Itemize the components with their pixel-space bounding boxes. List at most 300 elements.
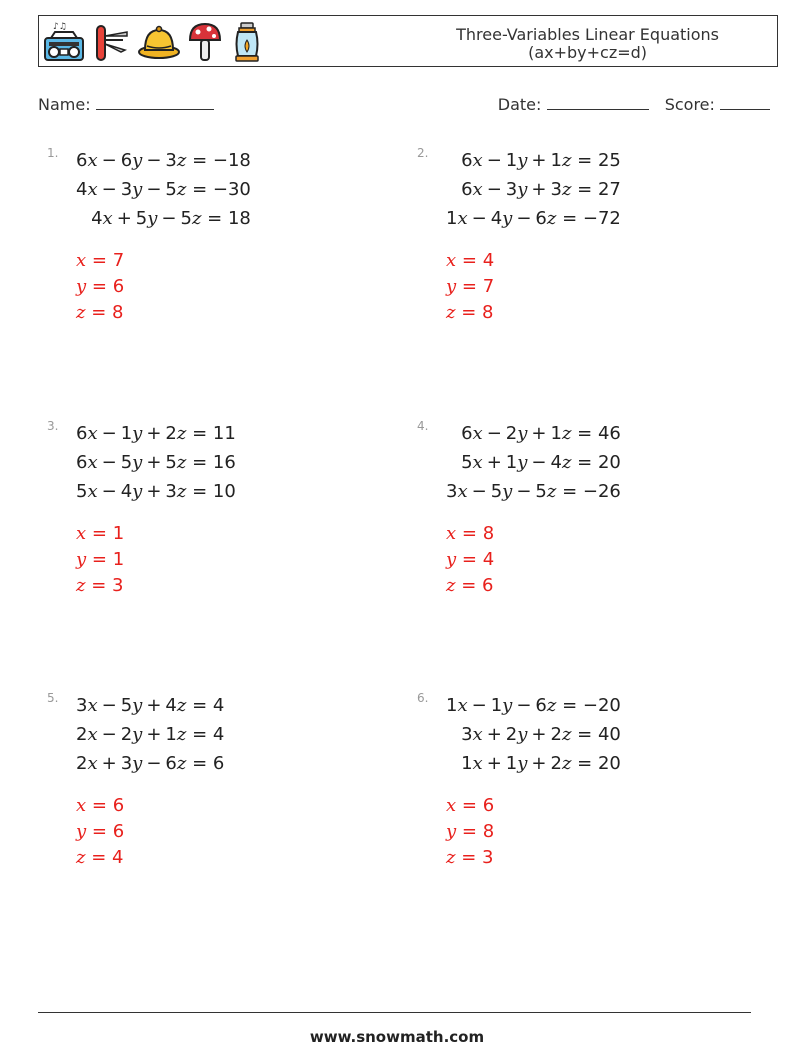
problem-number: 4. bbox=[417, 419, 429, 433]
equation-line bbox=[76, 204, 251, 233]
coefficient: 2 bbox=[505, 423, 518, 444]
equals-sign: = bbox=[186, 150, 213, 171]
problem-3 bbox=[47, 419, 387, 639]
answer-x bbox=[446, 248, 494, 274]
answer-value: 1 bbox=[112, 549, 125, 570]
coefficient: 2 bbox=[120, 724, 133, 745]
equation-line bbox=[446, 720, 621, 749]
right-hand-side: 16 bbox=[212, 452, 236, 473]
equals-sign: = bbox=[571, 179, 598, 200]
variable-y: y bbox=[132, 179, 143, 200]
operator: − bbox=[471, 695, 487, 716]
variable-y: y bbox=[446, 276, 457, 297]
equals-sign: = bbox=[186, 423, 213, 444]
variable-z: z bbox=[176, 724, 187, 745]
coefficient: 2 bbox=[550, 724, 562, 745]
answer-value: 3 bbox=[482, 847, 494, 868]
pocket-knife-icon bbox=[91, 20, 131, 64]
right-hand-side: −72 bbox=[582, 208, 621, 229]
equals-sign: = bbox=[556, 481, 583, 502]
right-hand-side: 4 bbox=[212, 695, 225, 716]
variable-y: y bbox=[517, 724, 528, 745]
equals-sign: = bbox=[571, 452, 598, 473]
answer-key bbox=[76, 248, 124, 326]
equation-line bbox=[446, 204, 621, 233]
right-hand-side: −30 bbox=[212, 179, 251, 200]
equals-sign: = bbox=[186, 481, 213, 502]
variable-z: z bbox=[176, 695, 187, 716]
equation-system bbox=[446, 146, 621, 233]
answer-x bbox=[446, 521, 494, 547]
right-hand-side: 18 bbox=[227, 208, 251, 229]
operator: + bbox=[101, 753, 117, 774]
equals-sign: = bbox=[186, 724, 213, 745]
equation-system bbox=[446, 419, 621, 506]
name-field bbox=[38, 93, 214, 114]
operator: + bbox=[116, 208, 132, 229]
answer-x bbox=[446, 793, 494, 819]
equals-sign: = bbox=[571, 724, 598, 745]
coefficient: 1 bbox=[461, 753, 473, 774]
variable-x: x bbox=[457, 695, 468, 716]
variable-x: x bbox=[87, 452, 98, 473]
equals-sign: = bbox=[201, 208, 228, 229]
variable-x: x bbox=[472, 724, 483, 745]
answer-z bbox=[446, 845, 494, 871]
worksheet-title: Three-Variables Linear Equations bbox=[456, 25, 719, 44]
equation-line bbox=[446, 477, 621, 506]
equation-line bbox=[76, 146, 251, 175]
coefficient: 6 bbox=[461, 150, 473, 171]
equation-line bbox=[76, 720, 224, 749]
variable-x: x bbox=[102, 208, 113, 229]
variable-z: z bbox=[191, 208, 202, 229]
operator: − bbox=[101, 481, 117, 502]
equals-sign: = bbox=[86, 795, 113, 816]
variable-y: y bbox=[517, 452, 528, 473]
right-hand-side: 27 bbox=[597, 179, 621, 200]
equation-line bbox=[446, 175, 621, 204]
equation-line bbox=[446, 146, 621, 175]
operator: − bbox=[531, 452, 547, 473]
coefficient: 4 bbox=[490, 208, 503, 229]
coefficient: 4 bbox=[120, 481, 133, 502]
variable-z: z bbox=[446, 847, 456, 868]
coefficient: 5 bbox=[76, 481, 88, 502]
problem-number: 5. bbox=[47, 691, 59, 705]
coefficient: 6 bbox=[120, 150, 133, 171]
right-hand-side: 20 bbox=[597, 452, 621, 473]
coefficient: 6 bbox=[535, 208, 547, 229]
footer-url: www.snowmath.com bbox=[309, 1028, 485, 1046]
operator: − bbox=[146, 150, 162, 171]
variable-z: z bbox=[561, 724, 572, 745]
equation-line bbox=[76, 448, 236, 477]
right-hand-side: 10 bbox=[212, 481, 236, 502]
operator: + bbox=[486, 753, 502, 774]
date-blank[interactable] bbox=[547, 93, 649, 110]
variable-z: z bbox=[561, 452, 572, 473]
variable-z: z bbox=[76, 847, 86, 868]
coefficient: 2 bbox=[505, 724, 518, 745]
coefficient: 1 bbox=[505, 753, 518, 774]
answer-key bbox=[76, 521, 124, 599]
answer-value: 6 bbox=[112, 276, 125, 297]
coefficient: 3 bbox=[550, 179, 562, 200]
coefficient: 1 bbox=[490, 695, 503, 716]
variable-y: y bbox=[517, 179, 528, 200]
coefficient: 5 bbox=[135, 208, 148, 229]
operator: + bbox=[146, 423, 162, 444]
right-hand-side: 4 bbox=[212, 724, 225, 745]
answer-value: 8 bbox=[112, 302, 124, 323]
equals-sign: = bbox=[85, 575, 113, 596]
coefficient: 2 bbox=[76, 724, 88, 745]
equation-line bbox=[76, 419, 236, 448]
answer-z bbox=[446, 573, 494, 599]
problem-1 bbox=[47, 146, 387, 366]
answer-value: 7 bbox=[482, 276, 495, 297]
operator: − bbox=[161, 208, 177, 229]
variable-x: x bbox=[87, 150, 98, 171]
coefficient: 6 bbox=[76, 423, 88, 444]
answer-z bbox=[446, 300, 494, 326]
variable-x: x bbox=[446, 250, 457, 271]
name-blank[interactable] bbox=[96, 93, 214, 110]
answer-key bbox=[446, 793, 494, 871]
equation-line bbox=[446, 419, 621, 448]
coefficient: 6 bbox=[535, 695, 547, 716]
coefficient: 3 bbox=[120, 753, 133, 774]
variable-y: y bbox=[502, 481, 513, 502]
answer-x bbox=[76, 793, 124, 819]
coefficient: 1 bbox=[446, 695, 458, 716]
equals-sign: = bbox=[86, 549, 113, 570]
problem-number: 2. bbox=[417, 146, 429, 160]
coefficient: 3 bbox=[120, 179, 133, 200]
coefficient: 5 bbox=[461, 452, 473, 473]
answer-value: 1 bbox=[112, 523, 125, 544]
operator: + bbox=[531, 150, 547, 171]
right-hand-side: 25 bbox=[597, 150, 621, 171]
problem-number: 1. bbox=[47, 146, 59, 160]
equals-sign: = bbox=[571, 753, 598, 774]
variable-z: z bbox=[76, 302, 86, 323]
operator: − bbox=[101, 452, 117, 473]
equals-sign: = bbox=[186, 179, 213, 200]
operator: − bbox=[101, 179, 117, 200]
equation-system bbox=[446, 691, 621, 778]
variable-x: x bbox=[87, 179, 98, 200]
answer-value: 6 bbox=[112, 821, 125, 842]
operator: − bbox=[101, 150, 117, 171]
score-label: Score: bbox=[664, 95, 715, 114]
variable-x: x bbox=[76, 250, 87, 271]
coefficient: 3 bbox=[461, 724, 473, 745]
variable-y: y bbox=[76, 276, 87, 297]
equals-sign: = bbox=[86, 250, 113, 271]
answer-value: 6 bbox=[482, 575, 494, 596]
equals-sign: = bbox=[455, 575, 483, 596]
equals-sign: = bbox=[456, 523, 483, 544]
variable-x: x bbox=[472, 423, 483, 444]
equals-sign: = bbox=[556, 695, 583, 716]
worksheet-subtitle: (ax+by+cz=d) bbox=[528, 43, 648, 62]
variable-x: x bbox=[472, 452, 483, 473]
variable-y: y bbox=[132, 724, 143, 745]
answer-key bbox=[76, 793, 124, 871]
variable-z: z bbox=[561, 423, 572, 444]
answer-value: 4 bbox=[482, 549, 495, 570]
coefficient: 1 bbox=[550, 150, 562, 171]
coefficient: 4 bbox=[165, 695, 177, 716]
operator: + bbox=[146, 695, 162, 716]
equals-sign: = bbox=[456, 549, 483, 570]
lantern-icon bbox=[229, 20, 265, 64]
operator: − bbox=[486, 179, 502, 200]
variable-x: x bbox=[87, 724, 98, 745]
equation-system bbox=[76, 146, 251, 233]
header-icons bbox=[43, 18, 265, 66]
coefficient: 2 bbox=[165, 423, 177, 444]
variable-y: y bbox=[76, 821, 87, 842]
equation-system bbox=[76, 419, 236, 506]
operator: + bbox=[531, 753, 547, 774]
answer-y bbox=[76, 819, 124, 845]
operator: − bbox=[146, 179, 162, 200]
coefficient: 1 bbox=[165, 724, 177, 745]
equals-sign: = bbox=[186, 452, 213, 473]
right-hand-side: −20 bbox=[582, 695, 621, 716]
variable-z: z bbox=[561, 150, 572, 171]
svg-text:♪♫: ♪♫ bbox=[53, 22, 67, 32]
variable-z: z bbox=[546, 481, 557, 502]
answer-key bbox=[446, 248, 494, 326]
variable-z: z bbox=[446, 575, 456, 596]
variable-z: z bbox=[176, 481, 187, 502]
right-hand-side: −18 bbox=[212, 150, 251, 171]
variable-y: y bbox=[132, 150, 143, 171]
variable-y: y bbox=[132, 753, 143, 774]
operator: − bbox=[101, 695, 117, 716]
equals-sign: = bbox=[186, 753, 213, 774]
mushroom-icon bbox=[187, 20, 223, 64]
operator: − bbox=[146, 753, 162, 774]
operator: − bbox=[471, 208, 487, 229]
equation-line bbox=[76, 691, 224, 720]
equals-sign: = bbox=[455, 847, 483, 868]
operator: + bbox=[531, 423, 547, 444]
variable-z: z bbox=[546, 208, 557, 229]
operator: + bbox=[531, 179, 547, 200]
date-label: Date: bbox=[497, 95, 542, 114]
answer-value: 7 bbox=[112, 250, 125, 271]
equals-sign: = bbox=[571, 423, 598, 444]
equals-sign: = bbox=[85, 847, 113, 868]
student-info-row bbox=[38, 93, 770, 115]
variable-x: x bbox=[472, 179, 483, 200]
problem-number: 3. bbox=[47, 419, 59, 433]
variable-y: y bbox=[517, 753, 528, 774]
answer-y bbox=[446, 547, 494, 573]
variable-z: z bbox=[176, 452, 187, 473]
right-hand-side: 20 bbox=[597, 753, 621, 774]
coefficient: 5 bbox=[180, 208, 192, 229]
right-hand-side: 40 bbox=[597, 724, 621, 745]
coefficient: 4 bbox=[76, 179, 88, 200]
operator: + bbox=[146, 724, 162, 745]
coefficient: 5 bbox=[535, 481, 547, 502]
operator: + bbox=[146, 481, 162, 502]
variable-y: y bbox=[502, 208, 513, 229]
coefficient: 1 bbox=[120, 423, 133, 444]
answer-y bbox=[446, 819, 494, 845]
variable-y: y bbox=[132, 695, 143, 716]
answer-x bbox=[76, 521, 124, 547]
variable-z: z bbox=[176, 753, 187, 774]
answer-z bbox=[76, 300, 124, 326]
answer-value: 8 bbox=[482, 523, 495, 544]
operator: − bbox=[101, 724, 117, 745]
variable-y: y bbox=[517, 423, 528, 444]
answer-value: 4 bbox=[482, 250, 495, 271]
coefficient: 4 bbox=[91, 208, 103, 229]
variable-z: z bbox=[561, 753, 572, 774]
operator: + bbox=[531, 724, 547, 745]
variable-y: y bbox=[132, 481, 143, 502]
variable-z: z bbox=[176, 179, 187, 200]
answer-z bbox=[76, 573, 124, 599]
answer-value: 3 bbox=[112, 575, 124, 596]
answer-y bbox=[76, 547, 124, 573]
score-blank[interactable] bbox=[720, 93, 770, 110]
problem-number: 6. bbox=[417, 691, 429, 705]
footer-divider bbox=[38, 1012, 751, 1013]
answer-y bbox=[76, 274, 124, 300]
variable-y: y bbox=[446, 821, 457, 842]
coefficient: 3 bbox=[505, 179, 518, 200]
coefficient: 1 bbox=[505, 150, 518, 171]
problem-4 bbox=[417, 419, 757, 639]
coefficient: 5 bbox=[165, 452, 177, 473]
coefficient: 2 bbox=[76, 753, 88, 774]
answer-value: 6 bbox=[482, 795, 495, 816]
coefficient: 3 bbox=[165, 481, 177, 502]
pith-helmet-icon bbox=[137, 20, 181, 64]
operator: − bbox=[516, 208, 532, 229]
right-hand-side: 11 bbox=[212, 423, 236, 444]
operator: + bbox=[486, 724, 502, 745]
variable-x: x bbox=[472, 753, 483, 774]
name-label: Name: bbox=[38, 95, 91, 114]
coefficient: 3 bbox=[446, 481, 458, 502]
coefficient: 5 bbox=[120, 452, 133, 473]
coefficient: 1 bbox=[446, 208, 458, 229]
variable-z: z bbox=[446, 302, 456, 323]
variable-x: x bbox=[457, 208, 468, 229]
coefficient: 3 bbox=[76, 695, 88, 716]
date-score-fields bbox=[498, 93, 770, 114]
variable-y: y bbox=[446, 549, 457, 570]
equals-sign: = bbox=[456, 276, 483, 297]
coefficient: 6 bbox=[165, 753, 177, 774]
variable-z: z bbox=[546, 695, 557, 716]
answer-y bbox=[446, 274, 494, 300]
operator: − bbox=[516, 481, 532, 502]
right-hand-side: 46 bbox=[597, 423, 621, 444]
variable-x: x bbox=[76, 795, 87, 816]
variable-x: x bbox=[87, 753, 98, 774]
equals-sign: = bbox=[186, 695, 213, 716]
equals-sign: = bbox=[85, 302, 113, 323]
equals-sign: = bbox=[556, 208, 583, 229]
coefficient: 5 bbox=[165, 179, 177, 200]
operator: − bbox=[486, 150, 502, 171]
equals-sign: = bbox=[86, 276, 113, 297]
coefficient: 5 bbox=[120, 695, 133, 716]
equation-line bbox=[76, 749, 224, 778]
equals-sign: = bbox=[456, 821, 483, 842]
answer-value: 6 bbox=[112, 795, 125, 816]
coefficient: 6 bbox=[461, 423, 473, 444]
operator: − bbox=[486, 423, 502, 444]
variable-x: x bbox=[446, 795, 457, 816]
coefficient: 4 bbox=[550, 452, 562, 473]
right-hand-side: 6 bbox=[212, 753, 225, 774]
coefficient: 1 bbox=[550, 423, 562, 444]
equals-sign: = bbox=[571, 150, 598, 171]
answer-z bbox=[76, 845, 124, 871]
coefficient: 3 bbox=[165, 150, 177, 171]
variable-x: x bbox=[446, 523, 457, 544]
equation-line bbox=[76, 175, 251, 204]
coefficient: 6 bbox=[76, 150, 88, 171]
variable-y: y bbox=[76, 549, 87, 570]
variable-y: y bbox=[517, 150, 528, 171]
equation-line bbox=[446, 448, 621, 477]
equals-sign: = bbox=[455, 302, 483, 323]
operator: + bbox=[146, 452, 162, 473]
variable-z: z bbox=[176, 150, 187, 171]
boombox-icon bbox=[43, 20, 85, 64]
variable-x: x bbox=[457, 481, 468, 502]
variable-y: y bbox=[502, 695, 513, 716]
answer-x bbox=[76, 248, 124, 274]
right-hand-side: −26 bbox=[582, 481, 621, 502]
variable-x: x bbox=[87, 695, 98, 716]
coefficient: 5 bbox=[490, 481, 503, 502]
coefficient: 2 bbox=[550, 753, 562, 774]
operator: + bbox=[486, 452, 502, 473]
worksheet-header bbox=[38, 15, 778, 67]
operator: − bbox=[516, 695, 532, 716]
answer-value: 8 bbox=[482, 302, 494, 323]
problem-5 bbox=[47, 691, 387, 911]
coefficient: 1 bbox=[505, 452, 518, 473]
answer-value: 4 bbox=[112, 847, 124, 868]
operator: − bbox=[471, 481, 487, 502]
equals-sign: = bbox=[456, 250, 483, 271]
coefficient: 6 bbox=[76, 452, 88, 473]
variable-x: x bbox=[472, 150, 483, 171]
equals-sign: = bbox=[86, 523, 113, 544]
equation-line bbox=[446, 749, 621, 778]
variable-x: x bbox=[87, 481, 98, 502]
equation-line bbox=[446, 691, 621, 720]
equation-system bbox=[76, 691, 224, 778]
variable-x: x bbox=[76, 523, 87, 544]
coefficient: 6 bbox=[461, 179, 473, 200]
